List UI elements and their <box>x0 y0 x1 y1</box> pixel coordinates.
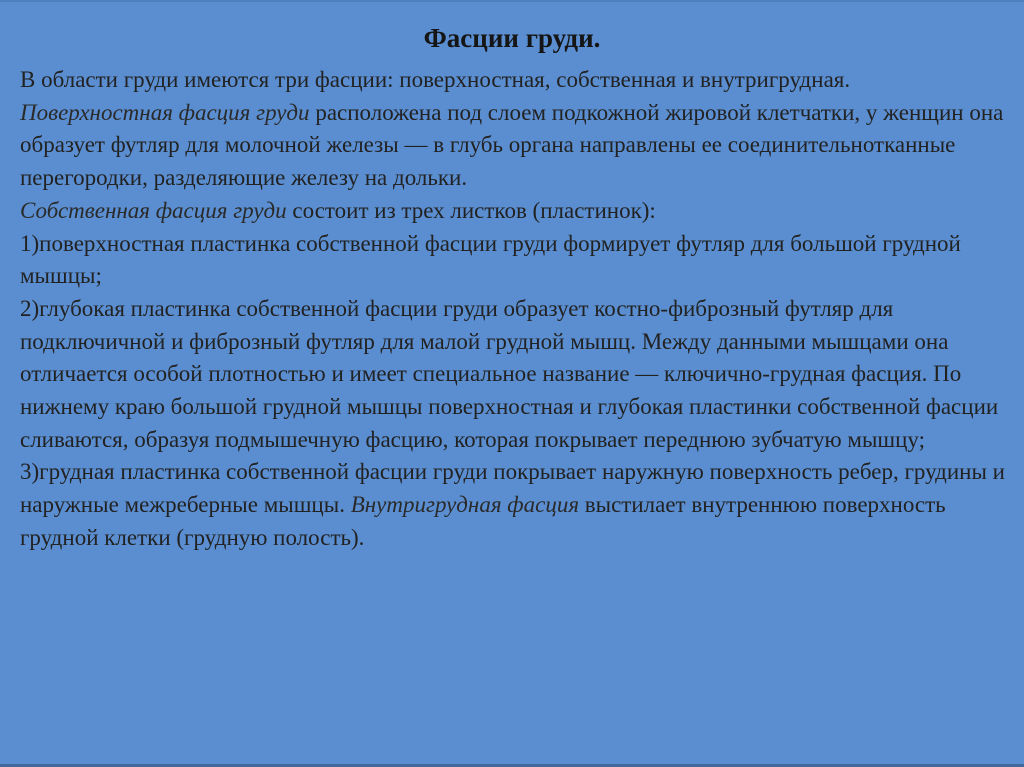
superficial-fascia-text: расположена под слоем подкожной жировой клетчатки, у женщин она образует футляр для молочной железы — в глубь органа направлены ее соединительнотканные перегородки, разделяющие железу на дольки. <box>20 99 1004 191</box>
list-item-3 <box>20 456 1005 554</box>
endothoracic-fascia-text: выстилает внутреннюю поверхность грудной клетки (грудную полость). <box>20 492 946 550</box>
proper-fascia-term: Собственная фасция груди <box>20 197 287 223</box>
slide-title: Фасции груди. <box>423 23 601 53</box>
list-item-1: 1)поверхностная пластинка собственной фасции груди формирует футляр для большой грудной мышцы; <box>20 230 961 289</box>
superficial-fascia-term: Поверхностная фасция груди <box>20 99 310 125</box>
slide-body <box>20 64 1005 555</box>
intro-paragraph: В области груди имеются три фасции: поверхностная, собственная и внутригрудная. <box>20 67 851 92</box>
list-item-3-text: 3)грудная пластинка собственной фасции груди покрывает наружную поверхность ребер, грудины и наружные межреберные мышцы. <box>20 459 1005 518</box>
endothoracic-fascia-term: Внутригрудная фасция <box>350 492 580 518</box>
list-item-2: 2)глубокая пластинка собственной фасции груди образует костно-фиброзный футляр для подключичной и фиброзный футляр для малой грудной мышц. Между данными мышцами она отличается особой плотностью и имеет специальное название — ключично-грудная фасция. По нижнему краю большой грудной мышцы поверхностная и глубокая пластинки собственной фасции сливаются, образуя подмышечную фасцию, которая покрывает переднюю зубчатую мышцу; <box>20 295 999 452</box>
superficial-fascia-paragraph <box>20 97 1005 195</box>
proper-fascia-paragraph <box>20 195 1005 228</box>
proper-fascia-text: состоит из трех листков (пластинок): <box>286 197 656 223</box>
